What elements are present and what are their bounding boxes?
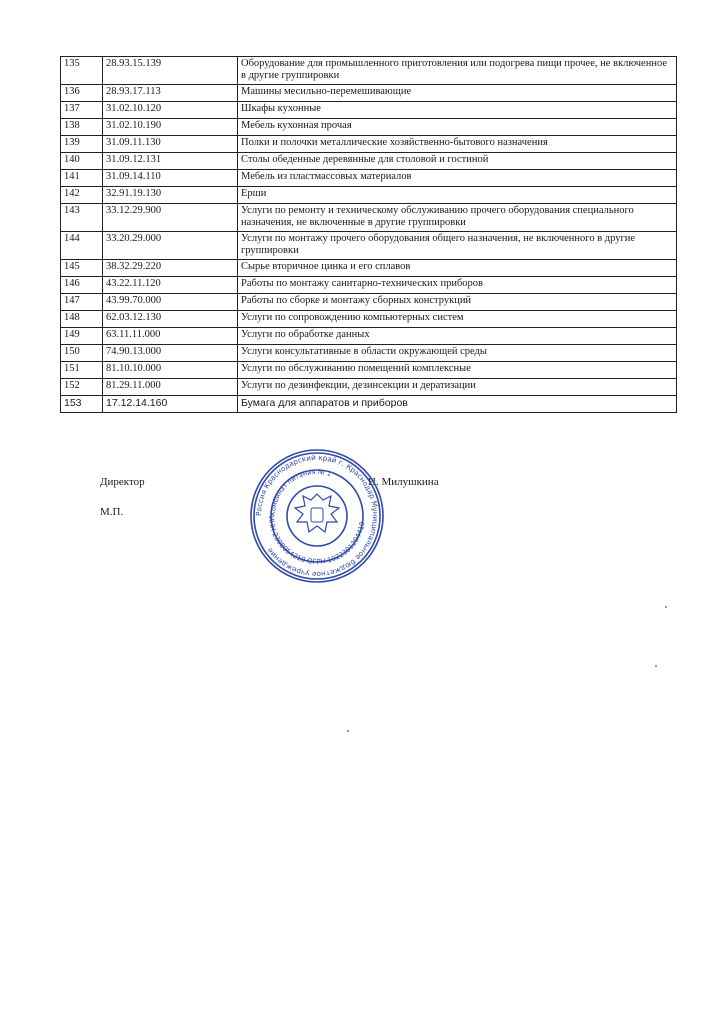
- table-row: [61, 102, 677, 119]
- okpd-code: 33.12.29.900: [103, 204, 238, 232]
- table-row: [61, 136, 677, 153]
- table-row: [61, 260, 677, 277]
- okpd-code: 38.32.29.220: [103, 260, 238, 277]
- okpd-code: 31.09.11.130: [103, 136, 238, 153]
- table-row: [61, 294, 677, 311]
- row-number: 151: [61, 362, 103, 379]
- item-description: Работы по сборке и монтажу сборных конструкций: [238, 294, 677, 311]
- item-description: Услуги по дезинфекции, дезинсекции и дератизации: [238, 379, 677, 396]
- okpd-code: 74.90.13.000: [103, 345, 238, 362]
- organization-stamp: [247, 446, 387, 586]
- table-row: [61, 328, 677, 345]
- row-number: 144: [61, 232, 103, 260]
- row-number: 139: [61, 136, 103, 153]
- okpd-code: 63.11.11.000: [103, 328, 238, 345]
- okpd-code: 43.99.70.000: [103, 294, 238, 311]
- item-description: Услуги по ремонту и техническому обслуживанию прочего оборудования специального назначения, не включенные в другие группировки: [238, 204, 677, 232]
- stamp-inner-text: Комбинат питания № 1: [268, 467, 333, 517]
- row-number: 153: [61, 396, 103, 413]
- item-description: Шкафы кухонные: [238, 102, 677, 119]
- table-row: [61, 153, 677, 170]
- okpd-table: [60, 56, 677, 413]
- row-number: 152: [61, 379, 103, 396]
- stamp-bottom-text: ИНН 2308054210 ОГРН 1022301204419: [266, 515, 367, 567]
- svg-text:Комбинат питания № 1: [269, 468, 332, 516]
- item-description: Мебель кухонная прочая: [238, 119, 677, 136]
- director-name: Н. Милушкина: [368, 476, 439, 488]
- item-description: Услуги консультативные в области окружающей среды: [238, 345, 677, 362]
- svg-text:ИНН 2308054210 ОГРН 1022301204: [267, 516, 367, 566]
- item-description: Сырье вторичное цинка и его сплавов: [238, 260, 677, 277]
- row-number: 143: [61, 204, 103, 232]
- okpd-code: 33.20.29.000: [103, 232, 238, 260]
- okpd-code: 28.93.15.139: [103, 57, 238, 85]
- item-description: Полки и полочки металлические хозяйственно-бытового назначения: [238, 136, 677, 153]
- item-description: Услуги по сопровождению компьютерных систем: [238, 311, 677, 328]
- item-description: Ерши: [238, 187, 677, 204]
- row-number: 150: [61, 345, 103, 362]
- okpd-code: 81.10.10.000: [103, 362, 238, 379]
- okpd-code: 81.29.11.000: [103, 379, 238, 396]
- table-row: [61, 277, 677, 294]
- scan-speck: [347, 730, 349, 732]
- row-number: 135: [61, 57, 103, 85]
- item-description: Машины месильно-перемешивающие: [238, 85, 677, 102]
- table-row: [61, 362, 677, 379]
- svg-text:Россия Краснодарский край г. К: [254, 453, 380, 579]
- scan-speck: [665, 606, 667, 608]
- item-description: Мебель из пластмассовых материалов: [238, 170, 677, 187]
- item-description: Столы обеденные деревянные для столовой и гостиной: [238, 153, 677, 170]
- row-number: 136: [61, 85, 103, 102]
- row-number: 145: [61, 260, 103, 277]
- table-row: [61, 170, 677, 187]
- okpd-code: 17.12.14.160: [103, 396, 238, 413]
- table-row: [61, 232, 677, 260]
- table-row: [61, 187, 677, 204]
- item-description: Бумага для аппаратов и приборов: [238, 396, 677, 413]
- item-description: Работы по монтажу санитарно-технических приборов: [238, 277, 677, 294]
- okpd-code: 31.02.10.190: [103, 119, 238, 136]
- row-number: 148: [61, 311, 103, 328]
- table-row: [61, 311, 677, 328]
- row-number: 138: [61, 119, 103, 136]
- okpd-code: 62.03.12.130: [103, 311, 238, 328]
- table-row: [61, 345, 677, 362]
- coat-of-arms-icon: [295, 494, 339, 532]
- table-row: [61, 379, 677, 396]
- okpd-code: 28.93.17.113: [103, 85, 238, 102]
- row-number: 141: [61, 170, 103, 187]
- scan-speck: [655, 665, 657, 667]
- okpd-code: 31.02.10.120: [103, 102, 238, 119]
- row-number: 146: [61, 277, 103, 294]
- row-number: 140: [61, 153, 103, 170]
- row-number: 142: [61, 187, 103, 204]
- row-number: 149: [61, 328, 103, 345]
- table-row: [61, 85, 677, 102]
- table-row: [61, 204, 677, 232]
- stamp-outer-text: Россия Краснодарский край г. Краснодар Муниципальное бюджетное учреждение: [253, 452, 381, 580]
- okpd-code: 31.09.12.131: [103, 153, 238, 170]
- director-label: Директор: [100, 476, 145, 488]
- okpd-code: 31.09.14.110: [103, 170, 238, 187]
- row-number: 137: [61, 102, 103, 119]
- item-description: Услуги по обработке данных: [238, 328, 677, 345]
- okpd-code: 32.91.19.130: [103, 187, 238, 204]
- item-description: Услуги по обслуживанию помещений комплексные: [238, 362, 677, 379]
- row-number: 147: [61, 294, 103, 311]
- table-row: [61, 396, 677, 413]
- table-row: [61, 119, 677, 136]
- okpd-code: 43.22.11.120: [103, 277, 238, 294]
- item-description: Услуги по монтажу прочего оборудования общего назначения, не включенного в другие группировки: [238, 232, 677, 260]
- mp-label: М.П.: [100, 506, 124, 518]
- table-row: [61, 57, 677, 85]
- item-description: Оборудование для промышленного приготовления или подогрева пищи прочее, не включенное в другие группировки: [238, 57, 677, 85]
